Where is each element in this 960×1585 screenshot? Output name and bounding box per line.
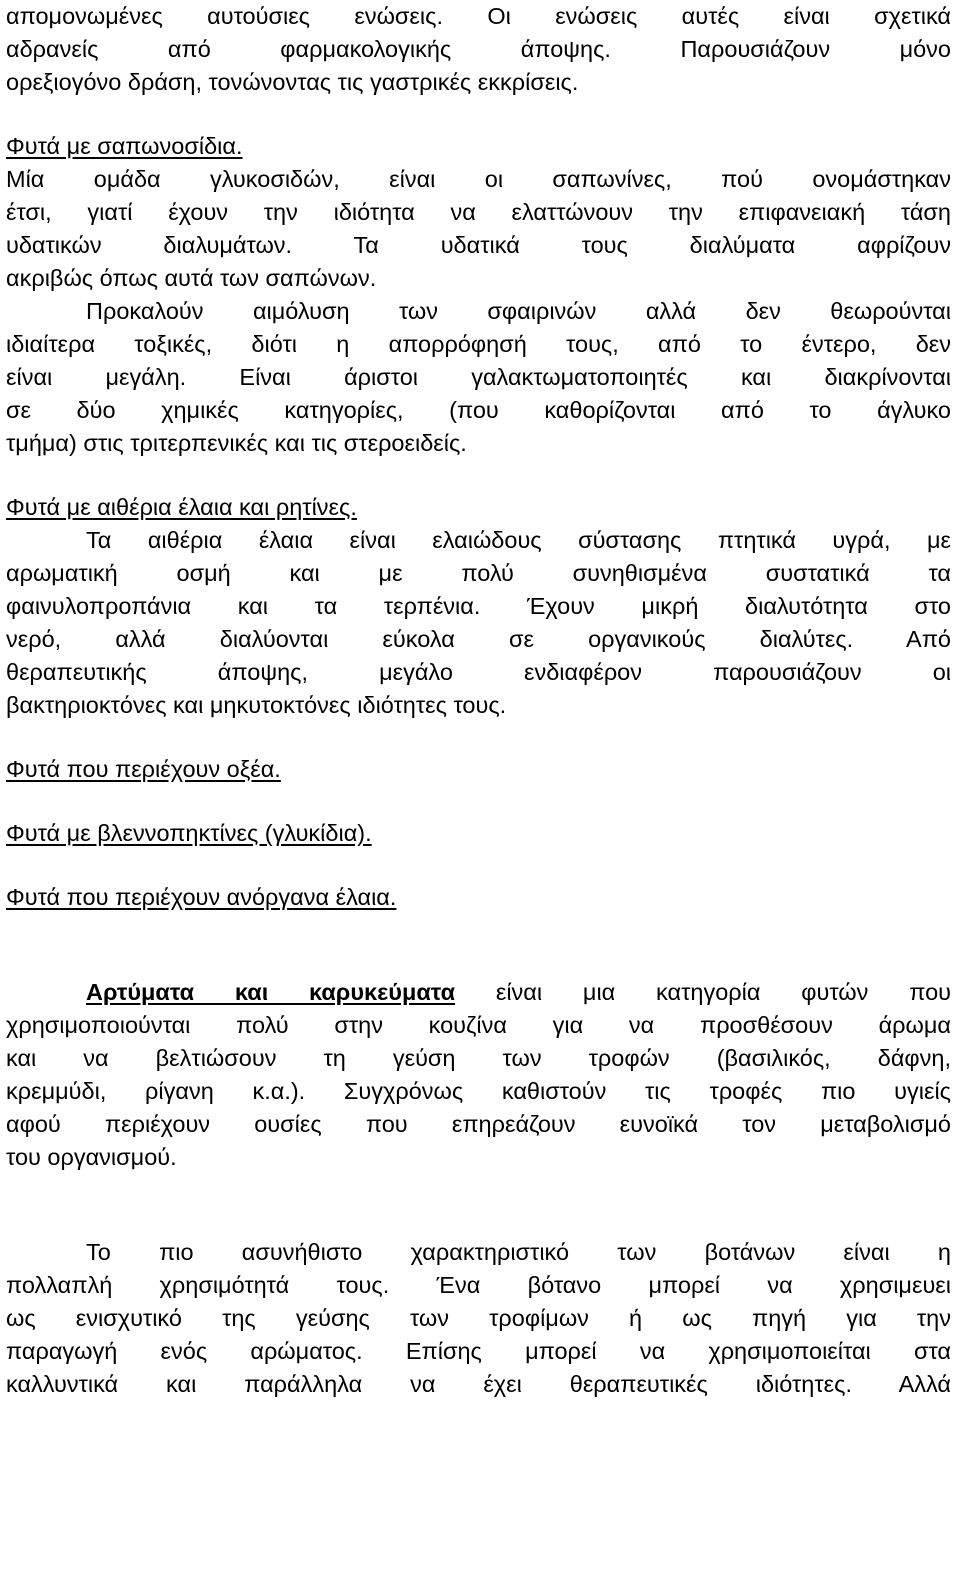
heading-text: Φυτά με αιθέρια έλαια και ρητίνες. (6, 494, 357, 520)
text-line: Μία ομάδα γλυκοσιδών, είναι οι σαπωνίνες, πού ονομάστηκαν (6, 166, 951, 192)
section-heading (6, 881, 951, 914)
text-line: παραγωγή ενός αρώματος. Επίσης μπορεί να χρησιμοποιείται στα (6, 1338, 951, 1364)
text-line: πολλαπλή χρησιμότητά τους. Ένα βότανο μπορεί να χρησιμευει (6, 1272, 951, 1298)
condiments-paragraph (6, 976, 951, 1174)
text-line: νερό, αλλά διαλύονται εύκολα σε οργανικούς διαλύτες. Από (6, 626, 951, 652)
intro-paragraph (6, 0, 951, 99)
text-line: και να βελτιώσουν τη γεύση των τροφών (βασιλικός, δάφνη, (6, 1045, 951, 1071)
text-line: ορεξιογόνο δράση, τονώνοντας τις γαστρικές εκκρίσεις. (6, 69, 579, 95)
section-heading (6, 491, 951, 524)
heading-text: Φυτά που περιέχουν οξέα. (6, 756, 281, 782)
heading-text: Φυτά με σαπωνοσίδια. (6, 133, 243, 159)
text-line: θεραπευτικής άποψης, μεγάλο ενδιαφέρον παρουσιάζουν οι (6, 659, 951, 685)
text-line: του οργανισμού. (6, 1144, 177, 1170)
section-heading (6, 130, 951, 163)
section-heading (6, 753, 951, 786)
herbs-paragraph (6, 1236, 951, 1401)
text-line: αρωματική οσμή και με πολύ συνηθισμένα συστατικά τα (6, 560, 951, 586)
text-line: αδρανείς από φαρμακολογικής άποψης. Παρουσιάζουν μόνο (6, 36, 951, 62)
essential-oils-section (6, 491, 951, 722)
text-line: φαινυλοπροπάνια και τα τερπένια. Έχουν μικρή διαλυτότητα στο (6, 593, 951, 619)
text-line: τμήμα) στις τριτερπενικές και τις στεροειδείς. (6, 430, 467, 456)
text-line: σε δύο χημικές κατηγορίες, (που καθορίζονται από το άγλυκο (6, 397, 951, 423)
text-line: είναι μεγάλη. Είναι άριστοι γαλακτωματοποιητές και διακρίνονται (6, 364, 951, 390)
heading-text: Φυτά με βλεννοπηκτίνες (γλυκίδια). (6, 820, 372, 846)
text-line: Το πιο ασυνήθιστο χαρακτηριστικό των βοτάνων είναι η (86, 1239, 951, 1265)
text-line: Προκαλούν αιμόλυση των σφαιρινών αλλά δεν θεωρούνται (86, 298, 951, 324)
document-page (6, 0, 951, 1401)
text-line: αφού περιέχουν ουσίες που επηρεάζουν ευνοϊκά τον μεταβολισμό (6, 1111, 951, 1137)
text-line: χρησιμοποιούνται πολύ στην κουζίνα για να προσθέσουν άρωμα (6, 1012, 951, 1038)
text-line: απομονωμένες αυτούσιες ενώσεις. Οι ενώσεις αυτές είναι σχετικά (6, 3, 951, 29)
text-line: ακριβώς όπως αυτά των σαπώνων. (6, 265, 377, 291)
text-line: Τα αιθέρια έλαια είναι ελαιώδους σύστασης πτητικά υγρά, με (86, 527, 951, 553)
bold-term: Αρτύματα και καρυκεύματα (86, 979, 456, 1005)
text-line: έτσι, γιατί έχουν την ιδιότητα να ελαττώνουν την επιφανειακή τάση (6, 199, 951, 225)
section-heading (6, 817, 951, 850)
text-line: ως ενισχυτικό της γεύσης των τροφίμων ή ως πηγή για την (6, 1305, 951, 1331)
text-line: κρεμμύδι, ρίγανη κ.α.). Συγχρόνως καθιστούν τις τροφές πιο υγιείς (6, 1078, 951, 1104)
text-line: ιδιαίτερα τοξικές, διότι η απορρόφησή τους, από το έντερο, δεν (6, 331, 951, 357)
text-span: είναι μια κατηγορία φυτών που (455, 979, 951, 1005)
text-line: υδατικών διαλυμάτων. Τα υδατικά τους διαλύματα αφρίζουν (6, 232, 951, 258)
heading-text: Φυτά που περιέχουν ανόργανα έλαια. (6, 884, 397, 910)
saponins-section (6, 130, 951, 460)
text-line (6, 976, 951, 1009)
text-line: καλλυντικά και παράλληλα να έχει θεραπευτικές ιδιότητες. Αλλά (6, 1371, 951, 1397)
text-line: βακτηριοκτόνες και μηκυτοκτόνες ιδιότητες τους. (6, 692, 507, 718)
